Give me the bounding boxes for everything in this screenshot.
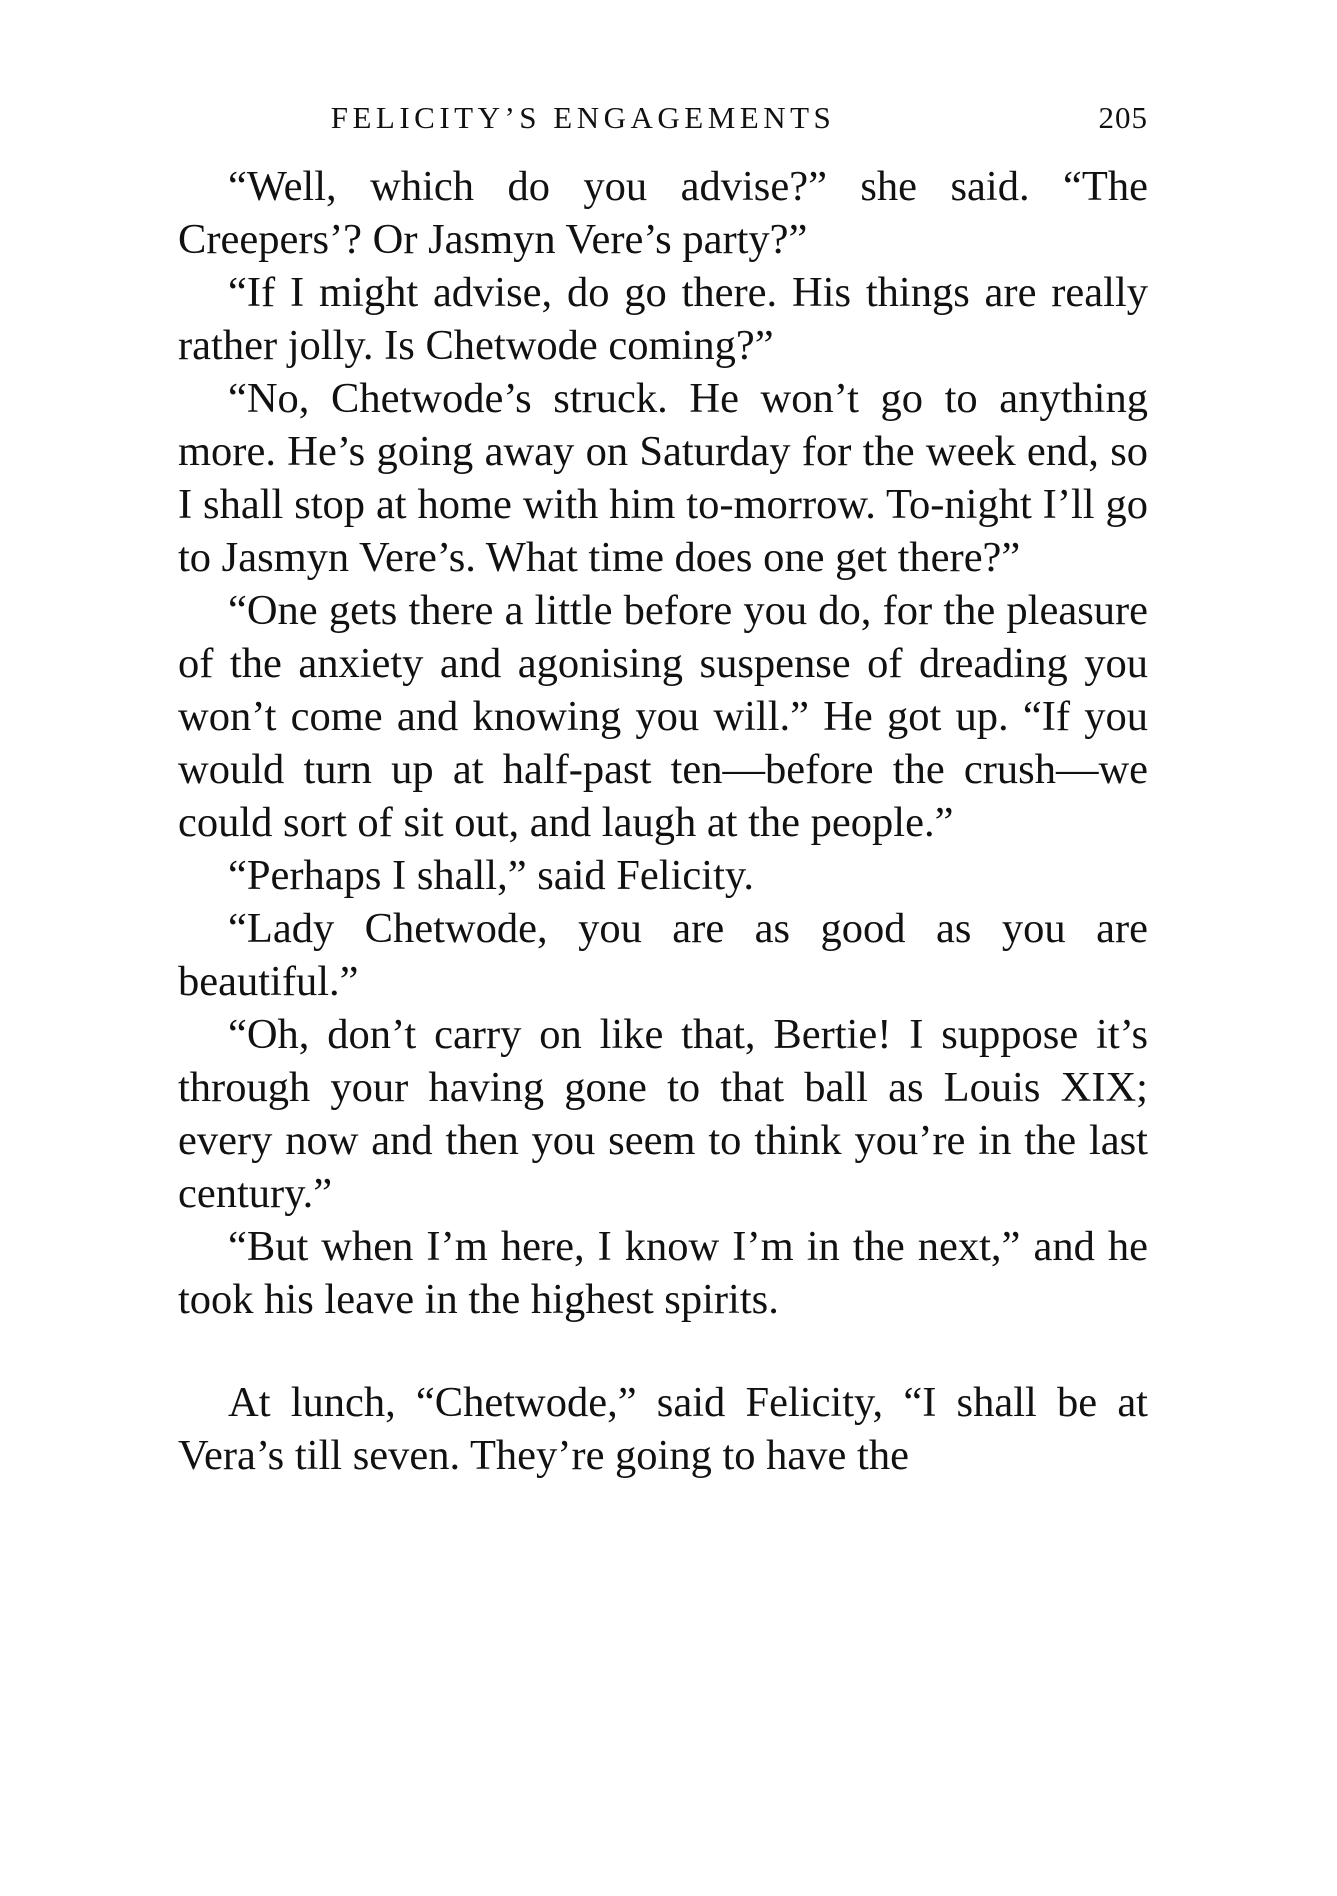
- paragraph: “One gets there a little before you do, for the pleasure of the anxiety and agonising suspense of dreading you won’t come and knowing you will.” He got up. “If you would turn up at half-past ten—before the crush—we could sort of sit out, and laugh at the people.”: [178, 587, 1148, 846]
- paragraph: “But when I’m here, I know I’m in the next,” and he took his leave in the highest spirits.: [178, 1223, 1148, 1323]
- paragraph: “Perhaps I shall,” said Felicity.: [228, 852, 754, 899]
- paragraph: “Lady Chetwode, you are as good as you are beautiful.”: [178, 905, 1148, 1005]
- paragraph: “Well, which do you advise?” she said. “The Creepers’? Or Jasmyn Vere’s party?”: [178, 163, 1148, 263]
- paragraph: “If I might advise, do go there. His things are really rather jolly. Is Chetwode coming?”: [178, 269, 1148, 369]
- page-number: 205: [1098, 100, 1148, 135]
- running-head: [178, 100, 1148, 160]
- book-page: [178, 100, 1148, 1482]
- running-title: FELICITY’S ENGAGEMENTS: [330, 100, 836, 135]
- paragraph: “Oh, don’t carry on like that, Bertie! I suppose it’s through your having gone to that ball as Louis XIX; every now and then you seem to think you’re in the last century.”: [178, 1011, 1148, 1217]
- paragraph: “No, Chetwode’s struck. He won’t go to anything more. He’s going away on Saturday for the week end, so I shall stop at home with him to-morrow. To-night I’ll go to Jasmyn Vere’s. What time does one get there?”: [178, 375, 1148, 581]
- paragraph: At lunch, “Chetwode,” said Felicity, “I shall be at Vera’s till seven. They’re going to have the: [178, 1379, 1148, 1479]
